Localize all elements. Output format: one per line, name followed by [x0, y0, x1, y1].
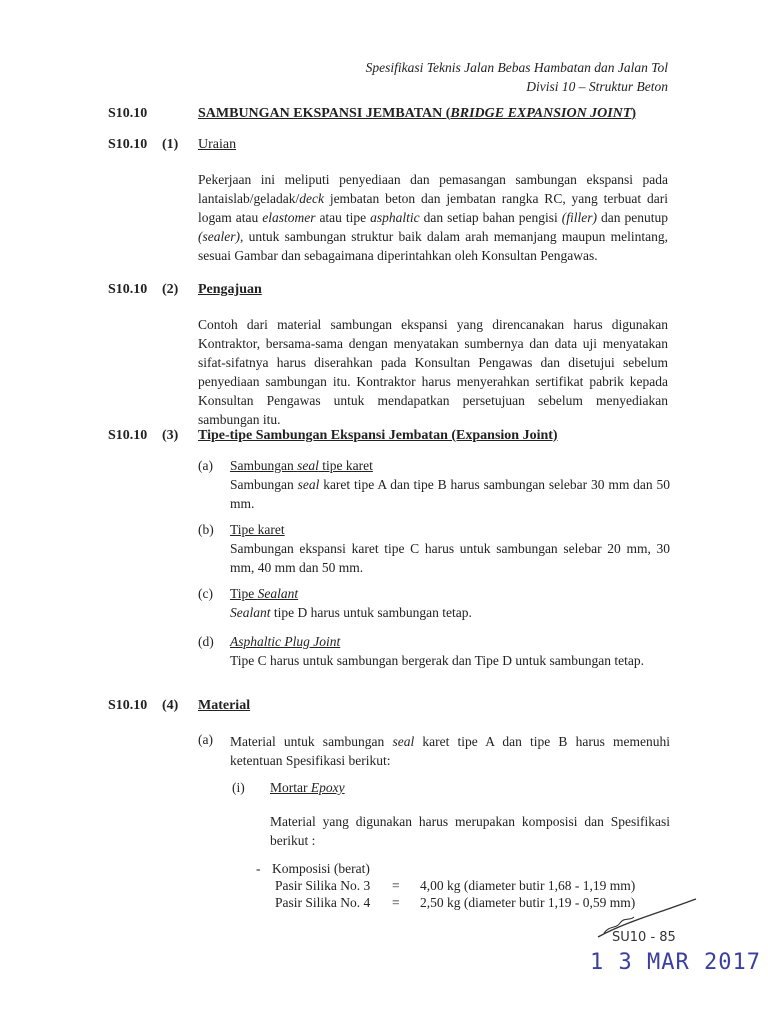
header-title: Spesifikasi Teknis Jalan Bebas Hambatan dan Jalan Tol	[365, 60, 668, 75]
document-header	[366, 58, 668, 96]
s3c-body-post: tipe D harus untuk sambungan tetap.	[270, 605, 472, 620]
s3d-title-italic: Asphaltic Plug Joint	[230, 634, 341, 649]
s3d-letter: (d)	[198, 634, 214, 649]
s4a-body	[230, 732, 670, 770]
s4ai-body: Material yang digunakan harus merupakan komposisi dan Spesifikasi berikut :	[270, 814, 670, 848]
s1-text-5: dan penutup	[597, 210, 668, 225]
s1-title: Uraian	[198, 137, 237, 152]
s1-number: (1)	[162, 137, 179, 152]
composition-row-eq: =	[392, 878, 400, 893]
s3c-body-italic: Sealant	[230, 605, 271, 620]
section-title-main: SAMBUNGAN EKSPANSI JEMBATAN (	[198, 106, 451, 121]
s3d-body: Tipe C harus untuk sambungan bergerak dan Tipe D untuk sambungan tetap.	[230, 653, 644, 668]
s3-number: (3)	[162, 428, 179, 443]
s4ai-title-pre: Mortar	[270, 780, 311, 795]
s4ai-title	[270, 780, 345, 796]
section-code: S10.10	[108, 106, 148, 121]
s1-text-3: atau tipe	[315, 210, 371, 225]
s4-code: S10.10	[108, 698, 148, 713]
s3c-body	[230, 603, 670, 622]
s4a-body-italic: seal	[392, 734, 415, 749]
page-code: SU10 - 85	[612, 930, 676, 945]
composition-row-name: Pasir Silika No. 4	[275, 895, 371, 910]
section-title-close: )	[631, 106, 637, 121]
s1-paragraph	[198, 170, 668, 265]
s1-text-4: dan setiap bahan pengisi	[419, 210, 562, 225]
s3-code: S10.10	[108, 428, 148, 443]
s3d-title	[230, 634, 340, 650]
s4ai-title-italic: Epoxy	[310, 780, 345, 795]
s4-number: (4)	[162, 698, 179, 713]
s3c-title-pre: Tipe	[230, 586, 258, 601]
composition-row-name: Pasir Silika No. 3	[275, 878, 371, 893]
composition-row-eq: =	[392, 895, 400, 910]
s4-title: Material	[198, 698, 251, 713]
s3c-title-italic: Sealant	[257, 586, 299, 601]
s3a-body	[230, 475, 670, 513]
s3b-title: Tipe karet	[230, 522, 285, 537]
section-title	[198, 106, 636, 122]
s3a-body-italic: seal	[297, 477, 320, 492]
s2-paragraph: Contoh dari material sambungan ekspansi yang direncanakan harus digunakan Kontraktor, bersama-sama dengan menyatakan sumbernya dan data uji menyatakan sifat-sifatnya harus diserahkan pada Konsultan Pengawas dan disetujui sebelum penyediaan sambungan itu. Kontraktor harus menyerahkan sertifikat pabrik kepada Konsultan Pengawas untuk mendapatkan persetujuan sebelum menyediakan sambungan itu.	[198, 317, 668, 427]
s1-text-6: , untuk sambungan struktur baik dalam arah memanjang maupun melintang, sesuai Gambar dan sebagaimana diperintahkan oleh Konsultan Pengawas.	[198, 229, 668, 263]
s3b-body: Sambungan ekspansi karet tipe C harus untuk sambungan selebar 20 mm, 30 mm, 40 mm dan 50 mm.	[230, 541, 670, 575]
s3a-letter: (a)	[198, 458, 213, 473]
composition-label: Komposisi (berat)	[272, 861, 370, 876]
s2-title: Pengajuan	[198, 282, 262, 297]
s3c-title	[230, 586, 298, 602]
composition-row-value: 4,00 kg (diameter butir 1,68 - 1,19 mm)	[420, 878, 636, 893]
received-date-stamp: 1 3 MAR 2017	[590, 950, 761, 975]
s4a-body-pre: Material untuk sambungan	[230, 734, 393, 749]
s3a-body-post: karet tipe A dan tipe B harus sambungan selebar 30 mm dan 50 mm.	[230, 477, 670, 511]
s1-code: S10.10	[108, 137, 148, 152]
section-title-italic: BRIDGE EXPANSION JOINT	[450, 106, 632, 121]
s1-text-asphaltic: asphaltic	[370, 210, 420, 225]
s3a-title-pre: Sambungan	[230, 458, 298, 473]
s1-text-sealer: (sealer)	[198, 229, 240, 244]
s3a-body-pre: Sambungan	[230, 477, 298, 492]
header-division: Divisi 10 – Struktur Beton	[526, 79, 668, 94]
composition-dash: -	[256, 861, 261, 876]
s1-text-filler: (filler)	[561, 210, 598, 225]
s1-text-2: jembatan beton dan jembatan rangka RC, yang terbuat dari logam atau	[198, 191, 668, 225]
s2-code: S10.10	[108, 282, 148, 297]
s1-text-deck: deck	[299, 191, 324, 206]
s3-title: Tipe-tipe Sambungan Ekspansi Jembatan (Expansion Joint)	[198, 428, 558, 443]
s3a-title	[230, 458, 373, 474]
s1-text-elastomer: elastomer	[262, 210, 316, 225]
s1-text-1: Pekerjaan ini meliputi penyediaan dan pemasangan sambungan ekspansi pada lantaislab/geladak/	[198, 172, 668, 206]
s3b-letter: (b)	[198, 522, 214, 537]
composition-row-value: 2,50 kg (diameter butir 1,19 - 0,59 mm)	[420, 895, 636, 910]
s4ai-roman: (i)	[232, 780, 245, 795]
s2-number: (2)	[162, 282, 179, 297]
s3a-title-italic: seal	[297, 458, 319, 473]
s4a-letter: (a)	[198, 732, 213, 747]
s3c-letter: (c)	[198, 586, 213, 601]
s4a-body-post: karet tipe A dan tipe B harus memenuhi ketentuan Spesifikasi berikut:	[230, 734, 670, 768]
s3a-title-post: tipe karet	[318, 458, 373, 473]
